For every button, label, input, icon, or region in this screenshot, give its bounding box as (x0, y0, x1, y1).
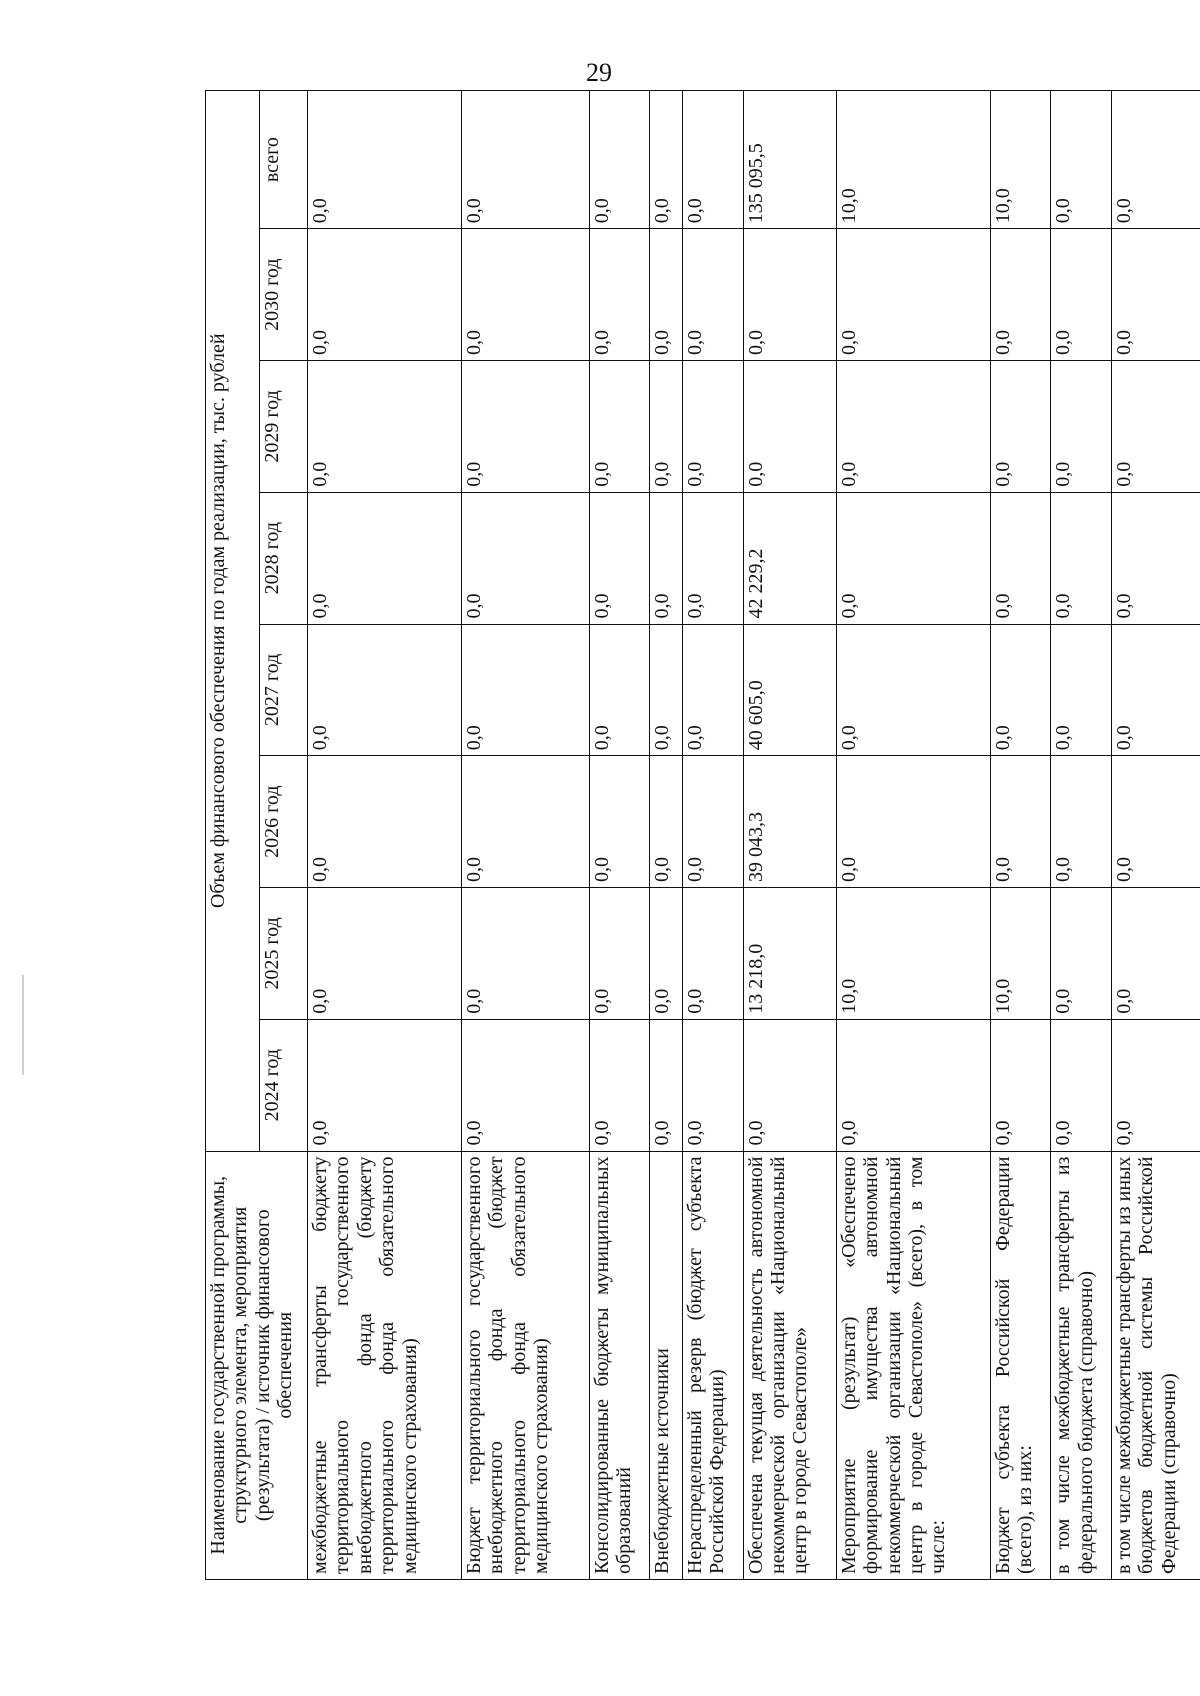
cell-value: 0,0 (743, 361, 836, 493)
cell-value: 0,0 (650, 888, 683, 1020)
table-row (589, 91, 650, 1580)
cell-value: 0,0 (836, 624, 990, 756)
cell-value: 13 218,0 (743, 888, 836, 1020)
cell-total: 10,0 (836, 91, 990, 229)
cell-value: 10,0 (836, 888, 990, 1020)
cell-value: 0,0 (683, 1019, 744, 1151)
table-row (1051, 91, 1112, 1580)
cell-value: 0,0 (461, 888, 589, 1020)
cell-value: 0,0 (743, 1019, 836, 1151)
cell-value: 0,0 (589, 492, 650, 624)
cell-value: 0,0 (990, 361, 1051, 493)
row-name: в том числе межбюджетные трансферты из иных бюджетов бюджетной системы Российской Федерации (справочно) (1111, 1151, 1200, 1579)
row-name: Бюджет территориального государственного внебюджетного фонда (бюджет территориального фонда обязательного медицинского страхования) (461, 1151, 589, 1579)
cell-value: 0,0 (990, 756, 1051, 888)
cell-total: 0,0 (461, 91, 589, 229)
cell-value: 0,0 (589, 888, 650, 1020)
cell-value: 0,0 (1051, 756, 1112, 888)
row-name: Консолидированные бюджеты муниципальных образований (589, 1151, 650, 1579)
header-year: 2024 год (260, 1019, 308, 1151)
cell-total: 0,0 (683, 91, 744, 229)
scan-artifact-line (22, 975, 24, 1075)
cell-value: 0,0 (461, 624, 589, 756)
cell-value: 0,0 (461, 492, 589, 624)
cell-value: 0,0 (650, 624, 683, 756)
cell-value: 0,0 (836, 1019, 990, 1151)
cell-value: 0,0 (308, 624, 462, 756)
page-number: 29 (586, 58, 612, 87)
cell-value: 0,0 (990, 624, 1051, 756)
cell-value: 0,0 (1051, 1019, 1112, 1151)
cell-value: 42 229,2 (743, 492, 836, 624)
cell-value: 39 043,3 (743, 756, 836, 888)
cell-total: 0,0 (1051, 91, 1112, 229)
cell-value: 0,0 (308, 361, 462, 493)
cell-total: 0,0 (308, 91, 462, 229)
cell-value: 0,0 (1051, 624, 1112, 756)
header-name-column: Наименование государственной программы, структурного элемента, мероприятия (результата) / источник финансового обеспечения (206, 1151, 308, 1579)
cell-total: 135 095,5 (743, 91, 836, 229)
cell-value: 10,0 (990, 888, 1051, 1020)
cell-value: 0,0 (683, 624, 744, 756)
header-total: всего (260, 91, 308, 229)
cell-total: 0,0 (589, 91, 650, 229)
row-name: Внебюджетные источники (650, 1151, 683, 1579)
row-name: Бюджет субъекта Российской Федерации (всего), из них: (990, 1151, 1051, 1579)
cell-value: 0,0 (461, 1019, 589, 1151)
cell-total: 0,0 (650, 91, 683, 229)
cell-value: 0,0 (1111, 492, 1200, 624)
header-year: 2026 год (260, 756, 308, 888)
cell-value: 0,0 (1111, 756, 1200, 888)
header-year: 2030 год (260, 229, 308, 361)
cell-value: 0,0 (589, 229, 650, 361)
cell-value: 0,0 (836, 229, 990, 361)
cell-value: 0,0 (1111, 229, 1200, 361)
cell-value: 0,0 (1051, 492, 1112, 624)
cell-value: 0,0 (650, 756, 683, 888)
cell-value: 0,0 (836, 361, 990, 493)
header-year: 2028 год (260, 492, 308, 624)
header-volume-title: Объем финансового обеспечения по годам реализации, тыс. рублей (206, 91, 260, 1152)
row-name: в том числе межбюджетные трансферты из федерального бюджета (справочно) (1051, 1151, 1112, 1579)
cell-value: 0,0 (589, 756, 650, 888)
table-row (743, 91, 836, 1580)
rotated-table-container (205, 90, 1200, 1580)
table-row (461, 91, 589, 1580)
table-row (836, 91, 990, 1580)
cell-value: 0,0 (1051, 888, 1112, 1020)
cell-value: 0,0 (461, 361, 589, 493)
table-row (308, 91, 462, 1580)
header-year: 2029 год (260, 361, 308, 493)
table-row (683, 91, 744, 1580)
row-name: Обеспечена текущая деятельность автономной некоммерческой организации «Национальный центр в городе Севастополе» (743, 1151, 836, 1579)
cell-value: 0,0 (461, 229, 589, 361)
cell-value: 0,0 (836, 756, 990, 888)
table-row (1111, 91, 1200, 1580)
cell-value: 0,0 (308, 229, 462, 361)
cell-value: 0,0 (589, 624, 650, 756)
cell-value: 0,0 (589, 1019, 650, 1151)
cell-value: 0,0 (308, 1019, 462, 1151)
header-year: 2027 год (260, 624, 308, 756)
cell-value: 0,0 (650, 229, 683, 361)
row-name: межбюджетные трансферты бюджету территориального государственного внебюджетного фонда (бюджету территориального фонда обязательного медицинского страхования) (308, 1151, 462, 1579)
table-row (650, 91, 683, 1580)
cell-total: 10,0 (990, 91, 1051, 229)
cell-value: 0,0 (683, 361, 744, 493)
cell-value: 0,0 (1111, 361, 1200, 493)
cell-value: 0,0 (308, 888, 462, 1020)
cell-value: 0,0 (1111, 624, 1200, 756)
row-name: Нераспределенный резерв (бюджет субъекта Российской Федерации) (683, 1151, 744, 1579)
cell-value: 0,0 (650, 361, 683, 493)
cell-value: 0,0 (308, 756, 462, 888)
header-year: 2025 год (260, 888, 308, 1020)
cell-value: 0,0 (683, 492, 744, 624)
cell-value: 0,0 (650, 1019, 683, 1151)
cell-value: 0,0 (1111, 888, 1200, 1020)
cell-value: 40 605,0 (743, 624, 836, 756)
cell-value: 0,0 (990, 492, 1051, 624)
cell-value: 0,0 (1051, 229, 1112, 361)
cell-value: 0,0 (1111, 1019, 1200, 1151)
cell-value: 0,0 (461, 756, 589, 888)
cell-value: 0,0 (308, 492, 462, 624)
row-name: Мероприятие (результат) «Обеспечено формирование имущества автономной некоммерческой организации «Национальный центр в городе Севастополе» (всего), в том числе: (836, 1151, 990, 1579)
cell-value: 0,0 (990, 229, 1051, 361)
cell-value: 0,0 (650, 492, 683, 624)
cell-value: 0,0 (990, 1019, 1051, 1151)
cell-value: 0,0 (836, 492, 990, 624)
cell-value: 0,0 (683, 756, 744, 888)
cell-total: 0,0 (1111, 91, 1200, 229)
financing-table (205, 90, 1200, 1580)
cell-value: 0,0 (743, 229, 836, 361)
table-row (990, 91, 1051, 1580)
cell-value: 0,0 (589, 361, 650, 493)
cell-value: 0,0 (683, 229, 744, 361)
cell-value: 0,0 (1051, 361, 1112, 493)
cell-value: 0,0 (683, 888, 744, 1020)
